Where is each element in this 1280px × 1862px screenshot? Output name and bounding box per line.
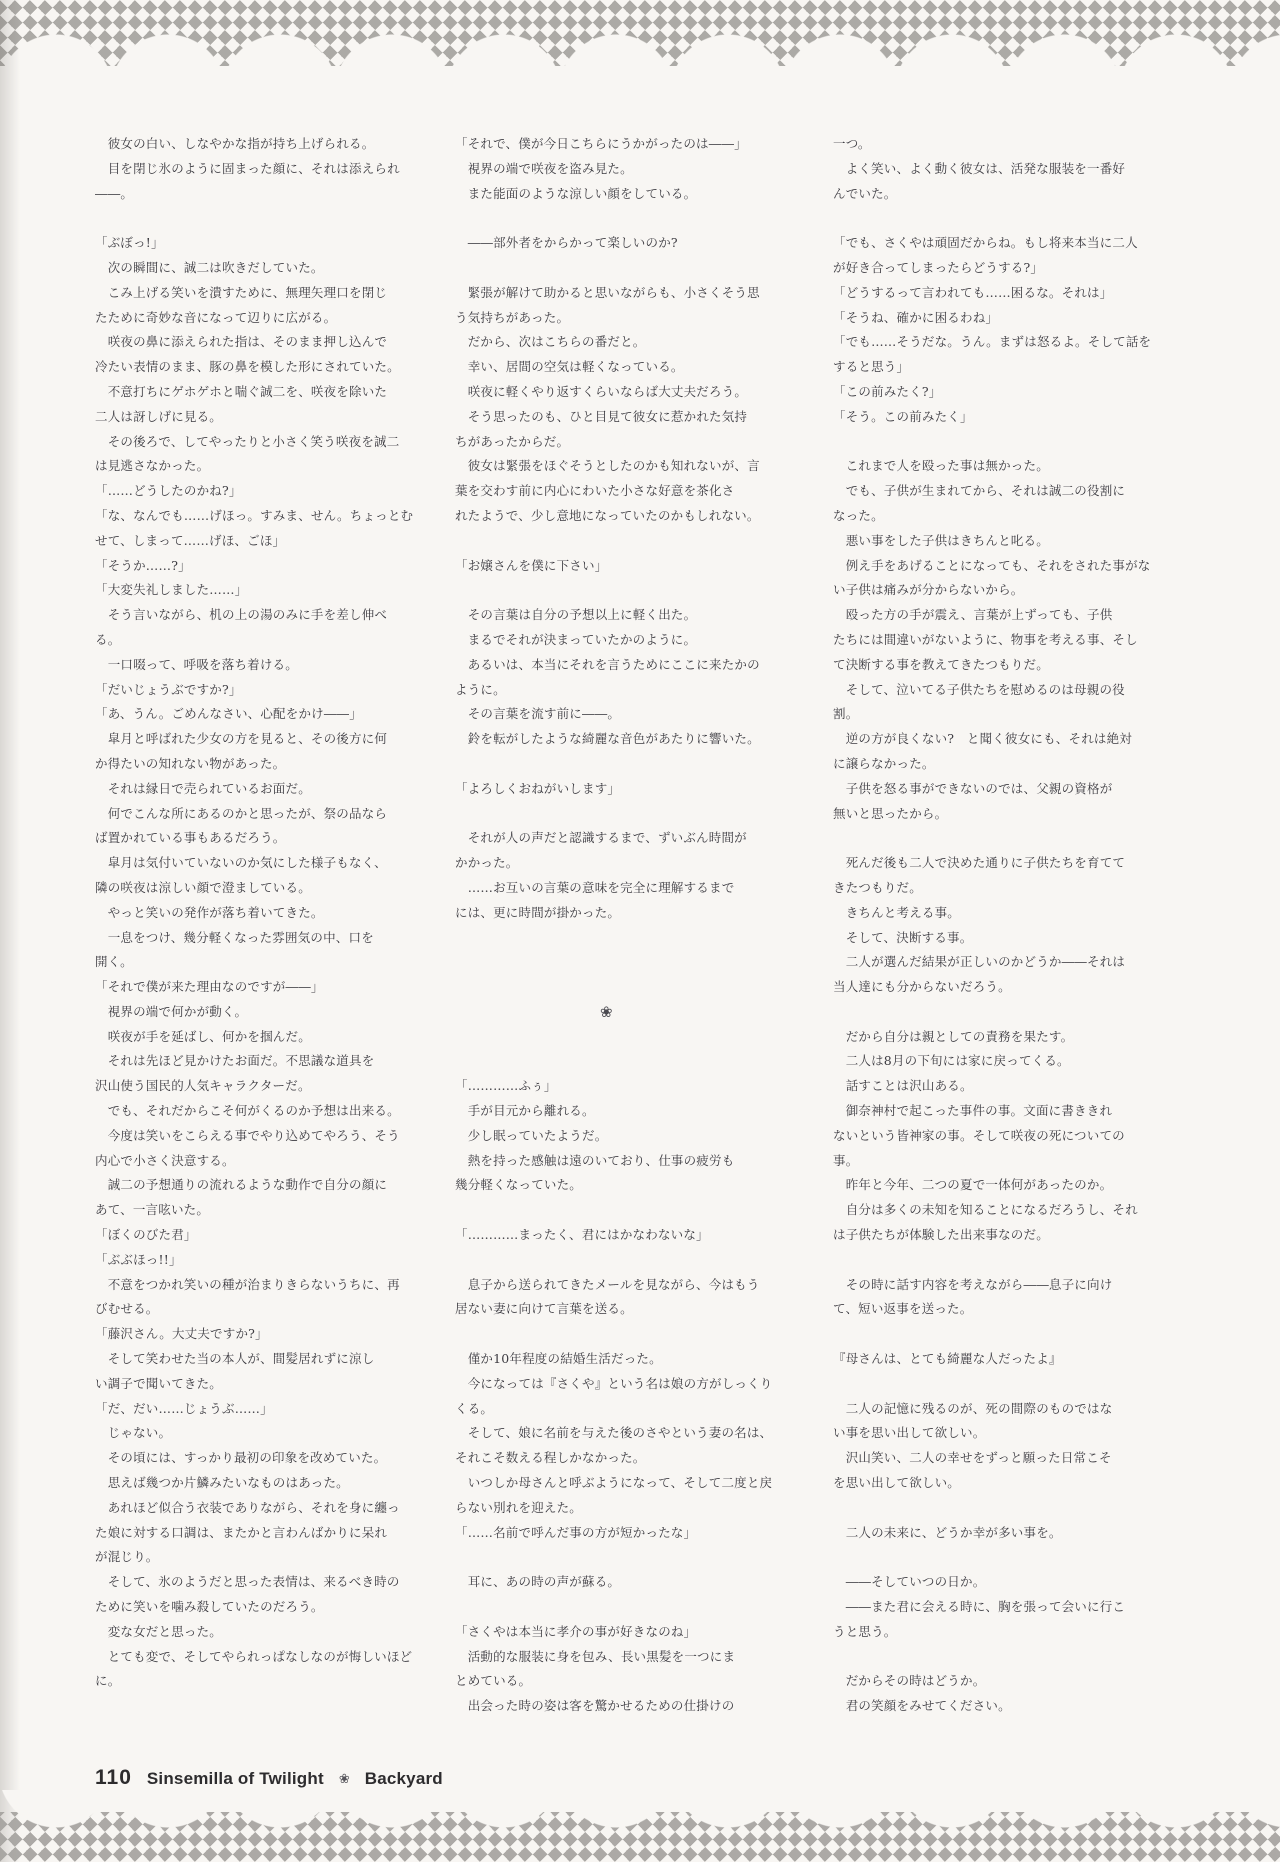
- text-line: 活動的な服装に身を包み、長い黒髪を一つにま: [455, 1648, 736, 1664]
- text-line: そして、決断する事。: [833, 929, 973, 945]
- text-line: そして、氷のようだと思った表情は、来るべき時の: [95, 1574, 400, 1590]
- section-title: Backyard: [364, 1769, 443, 1788]
- text-line: 視界の端で咲夜を盗み見た。: [455, 160, 633, 176]
- text-line: ……お互いの言葉の意味を完全に理解するまで: [455, 879, 735, 895]
- text-line: 自分は多くの未知を知ることになるだろうし、それ: [833, 1202, 1138, 1218]
- text-line: 君の笑顔をみせてください。: [833, 1698, 1011, 1714]
- text-line: 「……名前で呼んだ事の方が短かったな」: [455, 1524, 697, 1540]
- text-line: ちがあったからだ。: [455, 433, 570, 449]
- text-line: [455, 752, 757, 777]
- text-line: 「だいじょうぶですか?」: [95, 681, 242, 697]
- text-line: 少し眠っていたようだ。: [455, 1127, 608, 1143]
- text-line: 耳に、あの時の声が蘇る。: [455, 1574, 621, 1590]
- text-line: たために奇妙な音になって辺りに広がる。: [95, 309, 337, 325]
- text-line: ――そしていつの日か。: [833, 1574, 986, 1590]
- text-line: 手が目元から離れる。: [455, 1103, 595, 1119]
- text-line: [833, 1545, 1135, 1570]
- text-line: 熱を持った感触は遠のいており、仕事の疲労も: [455, 1152, 735, 1168]
- text-line: たちには間違いがないように、物事を考える事、そし: [833, 631, 1138, 647]
- text-line: [455, 975, 757, 1000]
- text-line: 例え手をあげることになっても、それをされた事がな: [833, 557, 1151, 573]
- text-line: [833, 826, 1135, 851]
- text-line: は子供たちが体験した出来事なのだ。: [833, 1227, 1049, 1243]
- text-line: それこそ数える程しかなかった。: [455, 1450, 646, 1466]
- text-line: 「お嬢さんを僕に下さい」: [455, 557, 608, 573]
- text-line: [455, 1545, 757, 1570]
- book-title: Sinsemilla of Twilight: [146, 1769, 324, 1788]
- text-line: また能面のような涼しい顔をしている。: [455, 185, 697, 201]
- text-line: 「どうするって言われても……困るな。それは」: [833, 284, 1113, 300]
- text-line: い調子で聞いてきた。: [95, 1375, 223, 1391]
- text-line: に。: [95, 1673, 121, 1689]
- text-line: 幸い、居間の空気は軽くなっている。: [455, 359, 684, 375]
- text-line: あれほど似合う衣装でありながら、それを身に纏っ: [95, 1499, 400, 1515]
- text-line: その頃には、すっかり最初の印象を改めていた。: [95, 1450, 387, 1466]
- text-line: その後ろで、してやったりと小さく笑う咲夜を誠二: [95, 433, 400, 449]
- text-line: やっと笑いの発作が落ち着いてきた。: [95, 904, 324, 920]
- text-line: には、更に時間が掛かった。: [455, 904, 621, 920]
- text-line: 御奈神村で起こった事件の事。文面に書ききれ: [833, 1103, 1113, 1119]
- binding-shadow: [0, 0, 20, 1862]
- text-line: 悪い事をした子供はきちんと叱る。: [833, 532, 1049, 548]
- text-line: [455, 529, 757, 554]
- text-line: か得たいの知れない物があった。: [95, 755, 286, 771]
- lace-border-top: [0, 0, 1280, 66]
- text-line: [455, 1322, 757, 1347]
- text-line: 「ぶぼっ!」: [95, 235, 164, 251]
- text-line: [833, 206, 1135, 231]
- text-line: 「それで、僕が今日こちらにうかがったのは――」: [455, 136, 747, 151]
- page-footer: [95, 1766, 443, 1790]
- text-line: まるでそれが決まっていたかのように。: [455, 631, 697, 647]
- text-line: その言葉を流す前に――。: [455, 706, 621, 722]
- text-line: [455, 256, 757, 281]
- text-line: 不意をつかれ笑いの種が治まりきらないうちに、再: [95, 1276, 400, 1292]
- text-line: [455, 926, 757, 951]
- text-line: 殴った方の手が震え、言葉が上ずっても、子供: [833, 607, 1113, 623]
- text-line: 「大変失礼しました……」: [95, 582, 248, 598]
- text-line: 話すことは沢山ある。: [833, 1078, 973, 1094]
- text-line: 緊張が解けて助かると思いながらも、小さくそう思: [455, 284, 760, 300]
- text-line: を思い出して欲しい。: [833, 1475, 961, 1491]
- text-line: よく笑い、よく動く彼女は、活発な服装を一番好: [833, 160, 1126, 176]
- text-line: 死んだ後も二人で決めた通りに子供たちを育てて: [833, 855, 1126, 871]
- text-line: ば置かれている事もあるだろう。: [95, 830, 286, 846]
- text-line: そして、娘に名前を与えた後のさやという妻の名は、: [455, 1425, 773, 1441]
- text-line: 開く。: [95, 954, 133, 970]
- text-line: 思えば幾つか片鱗みたいなものはあった。: [95, 1475, 349, 1491]
- text-line: 咲夜の鼻に添えられた指は、そのまま押し込んで: [95, 334, 388, 350]
- text-line: 誠二の予想通りの流れるような動作で自分の顔に: [95, 1177, 388, 1193]
- text-line: んでいた。: [833, 185, 897, 201]
- text-line: 出会った時の姿は客を驚かせるための仕掛けの: [455, 1698, 735, 1714]
- text-line: [833, 1372, 1135, 1397]
- text-line: 事。: [833, 1152, 859, 1168]
- lace-scallop-edge: [0, 28, 1280, 72]
- text-line: は見逃さなかった。: [95, 458, 210, 474]
- text-line: [455, 1595, 757, 1620]
- text-line: 二人の記憶に残るのが、死の間際のものではな: [833, 1400, 1113, 1416]
- text-line: [833, 1645, 1135, 1670]
- text-line: 不意打ちにゲホゲホと喘ぐ誠二を、咲夜を除いた: [95, 383, 388, 399]
- text-line: そして笑わせた当の本人が、間髪居れずに涼し: [95, 1351, 375, 1367]
- text-line: 彼女は緊張をほぐそうとしたのかも知れないが、言: [455, 458, 760, 474]
- lace-border-bottom: [0, 1812, 1280, 1862]
- text-line: 次の瞬間に、誠二は吹きだしていた。: [95, 259, 324, 275]
- text-line: せて、しまって……げほ、ごほ」: [95, 532, 286, 548]
- text-line: それは縁日で売られているお面だ。: [95, 780, 311, 796]
- text-line: きちんと考える事。: [833, 904, 961, 920]
- text-line: それが人の声だと認識するまで、ずいぶん時間が: [455, 830, 747, 846]
- text-line: うと思う。: [833, 1623, 897, 1639]
- text-line: [455, 1248, 757, 1273]
- text-line: 内心で小さく決意する。: [95, 1152, 235, 1168]
- text-line: 「よろしくおねがいします」: [455, 780, 621, 796]
- text-line: 「そうか……?」: [95, 557, 191, 573]
- text-line: その言葉は自分の予想以上に軽く出た。: [455, 607, 697, 623]
- text-line: [833, 1322, 1135, 1347]
- text-line: 「藤沢さん。大丈夫ですか?」: [95, 1326, 268, 1342]
- text-line: 「でも……そうだな。うん。まずは怒るよ。そして話を: [833, 334, 1152, 350]
- text-line: に譲らなかった。: [833, 755, 935, 771]
- text-line: が混じり。: [95, 1549, 159, 1565]
- text-line: だからその時はどうか。: [833, 1673, 986, 1689]
- flower-ornament-icon: ❀: [338, 1771, 350, 1786]
- text-line: [455, 578, 757, 603]
- text-line: [455, 1025, 757, 1050]
- text-line: 鈴を転がしたような綺麗な音色があたりに響いた。: [455, 731, 760, 747]
- text-line: 昨年と今年、二つの夏で一体何があったのか。: [833, 1177, 1113, 1193]
- text-line: 逆の方が良くない? と聞く彼女にも、それは絶対: [833, 731, 1133, 747]
- text-line: でも、それだからこそ何がくるのか予想は出来る。: [95, 1103, 400, 1119]
- text-line: [455, 802, 757, 827]
- text-line: くる。: [455, 1400, 494, 1416]
- text-line: れたようで、少し意地になっていたのかもしれない。: [455, 507, 760, 523]
- text-line: こみ上げる笑いを潰すために、無理矢理口を閉じ: [95, 284, 388, 300]
- text-line: 咲夜に軽くやり返すくらいならば大丈夫だろう。: [455, 383, 748, 399]
- text-line: 「そう。この前みたく」: [833, 408, 973, 424]
- text-line: 皐月と呼ばれた少女の方を見ると、その後方に何: [95, 731, 388, 747]
- text-line: 息子から送られてきたメールを見ながら、今はもう: [455, 1276, 760, 1292]
- text-line: ないという皆神家の事。そして咲夜の死についての: [833, 1127, 1125, 1143]
- text-line: 二人が選んだ結果が正しいのかどうか――それは: [833, 954, 1126, 970]
- text-line: 僅か10年程度の結婚生活だった。: [455, 1351, 662, 1367]
- lace-scallop-edge: [0, 1790, 1280, 1834]
- text-line: [455, 950, 757, 975]
- text-line: その時に話す内容を考えながら――息子に向け: [833, 1276, 1113, 1292]
- text-line: 視界の端で何かが動く。: [95, 1003, 248, 1019]
- text-line: [455, 206, 757, 231]
- text-line: 「あ、うん。ごめんなさい、心配をかけ――」: [95, 706, 362, 722]
- text-line: 沢山使う国民的人気キャラクターだ。: [95, 1078, 311, 1094]
- text-line: 皐月は気付いていないのか気にした様子もなく、: [95, 855, 387, 871]
- text-line: 咲夜が手を延ばし、何かを掴んだ。: [95, 1028, 311, 1044]
- text-line: [455, 1198, 757, 1223]
- text-line: でも、子供が生まれてから、それは誠二の役割に: [833, 483, 1126, 499]
- text-line: 無いと思ったから。: [833, 805, 948, 821]
- text-line: 一口啜って、呼吸を落ち着ける。: [95, 656, 298, 672]
- text-line: とめている。: [455, 1673, 532, 1689]
- text-line: 一息をつけ、幾分軽くなった雰囲気の中、口を: [95, 929, 374, 945]
- text-line: [833, 1248, 1135, 1273]
- text-line: [833, 1496, 1135, 1521]
- text-line: 「でも、さくやは頑固だからね。もし将来本当に二人: [833, 235, 1138, 251]
- text-line: 「な、なんでも……げほっ。すみま、せん。ちょっとむ: [95, 507, 414, 523]
- text-line: 目を閉じ氷のように固まった顔に、それは添えられ: [95, 160, 400, 176]
- text-line: びむせる。: [95, 1301, 159, 1317]
- text-line: て、短い返事を送った。: [833, 1301, 973, 1317]
- text-line: ために笑いを噛み殺していたのだろう。: [95, 1599, 324, 1615]
- text-line: あて、一言呟いた。: [95, 1202, 210, 1218]
- text-line: 冷たい表情のまま、豚の鼻を模した形にされていた。: [95, 359, 400, 375]
- text-line: 「そうね、確かに困るわね」: [833, 309, 999, 325]
- text-line: 「ぶぶほっ!!」: [95, 1251, 182, 1267]
- text-line: 『母さんは、とても綺麗な人だったよ』: [833, 1351, 1062, 1367]
- text-line: う気持ちがあった。: [455, 309, 570, 325]
- text-line: 居ない妻に向けて言葉を送る。: [455, 1301, 633, 1317]
- text-line: 二人の未来に、どうか幸が多い事を。: [833, 1524, 1062, 1540]
- text-line: 沢山笑い、二人の幸せをずっと願った日常こそ: [833, 1450, 1112, 1466]
- text-line: だから自分は親としての責務を果たす。: [833, 1028, 1074, 1044]
- text-line: 「ぼくのびた君」: [95, 1227, 197, 1243]
- text-line: 今になっては『さくや』という名は娘の方がしっくり: [455, 1375, 773, 1391]
- text-line: ――。: [95, 185, 134, 201]
- text-line: 当人達にも分からないだろう。: [833, 979, 1011, 995]
- text-line: 「それで僕が来た理由なのですが――」: [95, 979, 324, 995]
- text-line: が好き合ってしまったらどうする?」: [833, 259, 1044, 275]
- text-line: 彼女の白い、しなやかな指が持ち上げられる。: [95, 136, 375, 151]
- section-divider-ornament: ❀: [600, 1002, 613, 1021]
- text-line: 「この前みたく?」: [833, 383, 942, 399]
- text-line: それは先ほど見かけたお面だ。不思議な道具を: [95, 1053, 375, 1069]
- text-line: た娘に対する口調は、またかと言わんばかりに呆れ: [95, 1524, 388, 1540]
- text-line: い事を思い出して欲しい。: [833, 1425, 986, 1441]
- text-line: きたつもりだ。: [833, 879, 922, 895]
- text-line: じゃない。: [95, 1425, 172, 1441]
- text-line: そう言いながら、机の上の湯のみに手を差し伸べ: [95, 607, 388, 623]
- text-line: らない別れを迎えた。: [455, 1499, 583, 1515]
- text-line: 「…………まったく、君にはかなわないな」: [455, 1227, 709, 1243]
- text-line: 幾分軽くなっていた。: [455, 1177, 583, 1193]
- text-line: 今度は笑いをこらえる事でやり込めてやろう、そう: [95, 1127, 400, 1143]
- text-line: なった。: [833, 507, 884, 523]
- text-line: 「…………ふぅ」: [455, 1078, 557, 1094]
- text-line: 「さくやは本当に孝介の事が好きなのね」: [455, 1623, 697, 1639]
- text-line: 何でこんな所にあるのかと思ったが、祭の品なら: [95, 805, 388, 821]
- text-line: これまで人を殴った事は無かった。: [833, 458, 1049, 474]
- text-line: そして、泣いてる子供たちを慰めるのは母親の役: [833, 681, 1125, 697]
- text-line: ように。: [455, 681, 506, 697]
- text-line: いつしか母さんと呼ぶようになって、そして二度と戻: [455, 1475, 773, 1491]
- text-line: とても変で、そしてやられっぱなしなのが悔しいほど: [95, 1648, 413, 1664]
- text-line: 二人は訝しげに見る。: [95, 408, 223, 424]
- text-line: 子供を怒る事ができないのでは、父親の資格が: [833, 780, 1113, 796]
- text-line: ――また君に会える時に、胸を張って会いに行こ: [833, 1599, 1126, 1615]
- text-line: かかった。: [455, 855, 519, 871]
- text-line: い子供は痛みが分からないから。: [833, 582, 1024, 598]
- text-line: て決断する事を教えてきたつもりだ。: [833, 656, 1049, 672]
- text-line: 割。: [833, 706, 859, 722]
- text-line: 「……どうしたのかね?」: [95, 483, 242, 499]
- text-line: 葉を交わす前に内心にわいた小さな好意を茶化さ: [455, 483, 735, 499]
- text-column-1: [95, 132, 414, 1694]
- text-line: ――部外者をからかって楽しいのか?: [455, 235, 678, 251]
- text-line: 隣の咲夜は涼しい顔で澄ましている。: [95, 879, 311, 895]
- text-line: [833, 1000, 1135, 1025]
- text-line: 一つ。: [833, 136, 871, 151]
- text-line: すると思う」: [833, 359, 910, 375]
- text-line: [833, 430, 1135, 455]
- text-line: だから、次はこちらの番だと。: [455, 334, 646, 350]
- text-line: 二人は8月の下旬には家に戻ってくる。: [833, 1053, 1070, 1069]
- text-line: あるいは、本当にそれを言うためにここに来たかの: [455, 656, 760, 672]
- page-number: 110: [95, 1766, 132, 1789]
- text-line: 「だ、だい……じょうぶ……」: [95, 1400, 273, 1416]
- text-column-2: [455, 132, 773, 1719]
- text-column-3: [833, 132, 1152, 1719]
- text-line: [95, 206, 397, 231]
- text-line: そう思ったのも、ひと目見て彼女に惹かれた気持: [455, 408, 748, 424]
- text-line: [455, 1049, 757, 1074]
- text-line: る。: [95, 631, 121, 647]
- text-line: 変な女だと思った。: [95, 1623, 223, 1639]
